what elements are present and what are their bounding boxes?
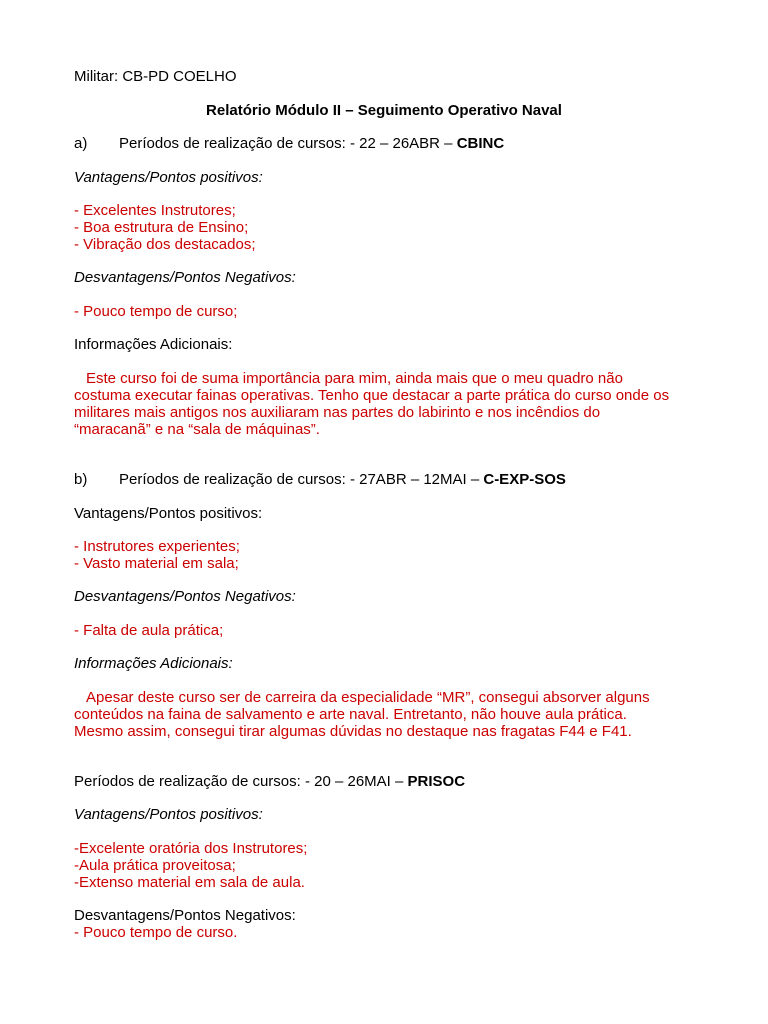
section-a-info-line: militares mais antigos nos auxiliaram nas partes do labirinto e nos incêndios do — [74, 404, 601, 421]
section-c-period-text: Períodos de realização de cursos: - 20 – 26MAI – — [74, 773, 408, 790]
section-b-period-text: Períodos de realização de cursos: - 27ABR – 12MAI – — [119, 471, 484, 488]
section-a-period-text: Períodos de realização de cursos: - 22 – 26ABR – — [119, 135, 457, 152]
section-c-neg-item: - Pouco tempo de curso. — [74, 924, 238, 941]
section-b-pos-item: - Instrutores experientes; — [74, 538, 240, 555]
section-b-marker: b) — [74, 471, 88, 488]
section-a-info-line: costuma executar fainas operativas. Tenho que destacar a parte prática do curso onde os — [74, 387, 670, 404]
section-c-pos-heading: Vantagens/Pontos positivos: — [74, 806, 263, 823]
militar-line: Militar: CB-PD COELHO — [74, 68, 237, 85]
section-b-info-line: conteúdos na faina de salvamento e arte naval. Entretanto, não houve aula prática. — [74, 706, 627, 723]
section-a-course: CBINC — [456, 135, 505, 152]
section-c-course: PRISOC — [407, 773, 466, 790]
section-a-info-line: Este curso foi de suma importância para mim, ainda mais que o meu quadro não — [86, 370, 623, 387]
section-b-course: C-EXP-SOS — [483, 471, 566, 488]
section-b-pos-heading: Vantagens/Pontos positivos: — [74, 505, 263, 522]
section-a-marker: a) — [74, 135, 88, 152]
section-c-pos-item: -Extenso material em sala de aula. — [74, 874, 305, 891]
section-a-pos-item: - Excelentes Instrutores; — [74, 202, 236, 219]
section-b-info-line: Apesar deste curso ser de carreira da especialidade “MR”, consegui absorver alguns — [86, 689, 650, 706]
section-c-period — [74, 773, 465, 790]
section-b-info-heading: Informações Adicionais: — [74, 655, 233, 672]
section-a-pos-item: - Vibração dos destacados; — [74, 236, 256, 253]
section-b-period — [74, 471, 566, 488]
section-a-info-heading: Informações Adicionais: — [74, 336, 233, 353]
section-a-pos-heading: Vantagens/Pontos positivos: — [74, 169, 263, 186]
section-c-pos-item: -Aula prática proveitosa; — [74, 857, 236, 874]
section-c-neg-heading: Desvantagens/Pontos Negativos: — [74, 907, 296, 924]
section-a-neg-heading: Desvantagens/Pontos Negativos: — [74, 269, 296, 286]
section-a-info-line: “maracanã” e na “sala de máquinas”. — [74, 421, 320, 438]
section-c-pos-item: -Excelente oratória dos Instrutores; — [74, 840, 308, 857]
section-a-pos-item: - Boa estrutura de Ensino; — [74, 219, 249, 236]
section-a-period — [74, 135, 504, 152]
section-b-neg-heading: Desvantagens/Pontos Negativos: — [74, 588, 296, 605]
section-b-pos-item: - Vasto material em sala; — [74, 555, 239, 572]
section-b-info-line: Mesmo assim, consegui tirar algumas dúvidas no destaque nas fragatas F44 e F41. — [74, 723, 632, 740]
section-a-neg-item: - Pouco tempo de curso; — [74, 303, 238, 320]
report-title: Relatório Módulo II – Seguimento Operativo Naval — [206, 102, 562, 119]
section-b-neg-item: - Falta de aula prática; — [74, 622, 224, 639]
